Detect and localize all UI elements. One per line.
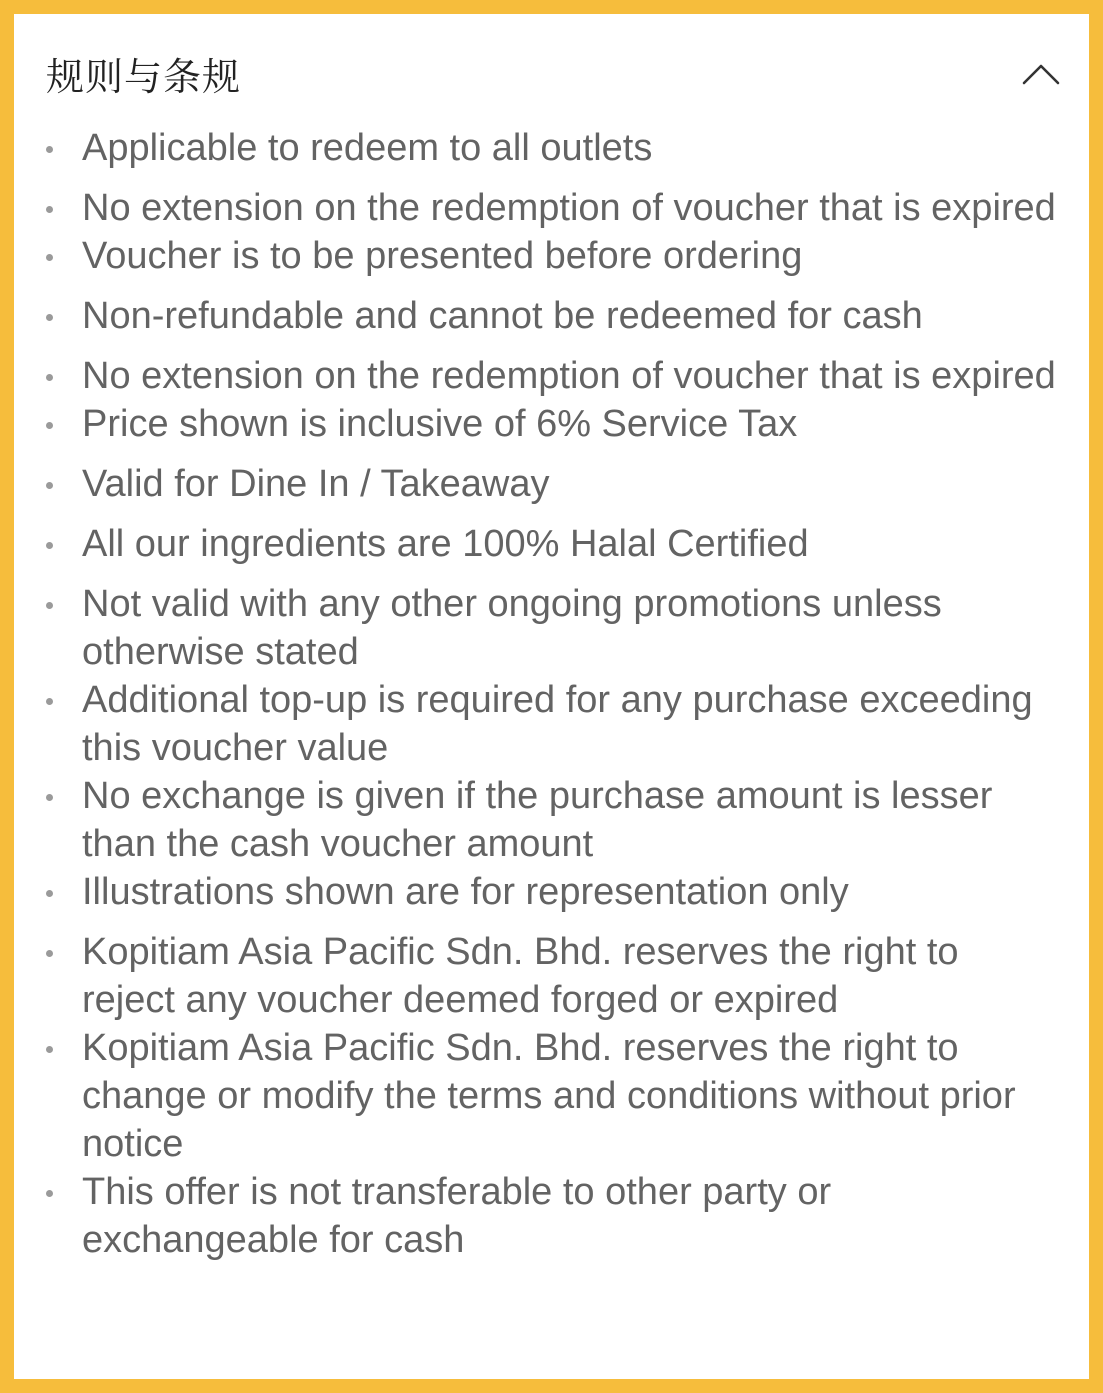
rule-text: No extension on the redemption of voucher that is expired <box>82 355 1056 397</box>
rule-item <box>46 1024 1056 1168</box>
bullet-icon <box>46 950 53 957</box>
rule-item <box>46 292 1056 340</box>
rule-item <box>46 928 1056 1024</box>
bullet-icon <box>46 254 53 261</box>
rule-item <box>46 1168 1056 1264</box>
bullet-icon <box>46 146 53 153</box>
rule-item <box>46 520 1056 568</box>
bullet-icon <box>46 206 53 213</box>
rule-text: Price shown is inclusive of 6% Service Tax <box>82 403 798 445</box>
bullet-icon <box>46 542 53 549</box>
rule-text: Kopitiam Asia Pacific Sdn. Bhd. reserves the right to change or modify the terms and conditions without prior notice <box>82 1027 1016 1165</box>
rule-text: Not valid with any other ongoing promotions unless otherwise stated <box>82 583 942 673</box>
rules-list <box>46 124 1056 1264</box>
bullet-icon <box>46 374 53 381</box>
rule-text: This offer is not transferable to other party or exchangeable for cash <box>82 1171 832 1261</box>
bullet-icon <box>46 602 53 609</box>
rule-text: No extension on the redemption of voucher that is expired <box>82 187 1056 229</box>
rule-item <box>46 868 1056 916</box>
rule-text: Applicable to redeem to all outlets <box>82 127 653 169</box>
rule-item <box>46 184 1056 232</box>
bullet-icon <box>46 890 53 897</box>
rule-item <box>46 232 1056 280</box>
rule-item <box>46 772 1056 868</box>
section-title: 规则与条规 <box>46 55 242 99</box>
rule-item <box>46 580 1056 676</box>
rule-item <box>46 676 1056 772</box>
bullet-icon <box>46 314 53 321</box>
bullet-icon <box>46 1190 53 1197</box>
rule-text: Additional top-up is required for any purchase exceeding this voucher value <box>82 679 1033 769</box>
terms-header[interactable] <box>46 14 1089 124</box>
rule-text: Kopitiam Asia Pacific Sdn. Bhd. reserves the right to reject any voucher deemed forged or expired <box>82 931 959 1021</box>
rule-text: Illustrations shown are for representation only <box>82 871 849 913</box>
chevron-up-icon <box>1022 63 1060 85</box>
bullet-icon <box>46 698 53 705</box>
bullet-icon <box>46 422 53 429</box>
rule-text: No exchange is given if the purchase amount is lesser than the cash voucher amount <box>82 775 993 865</box>
bullet-icon <box>46 1046 53 1053</box>
rule-text: Valid for Dine In / Takeaway <box>82 463 550 505</box>
collapse-button[interactable] <box>1019 54 1063 94</box>
rule-item <box>46 352 1056 400</box>
bullet-icon <box>46 482 53 489</box>
rule-text: All our ingredients are 100% Halal Certified <box>82 523 809 565</box>
rule-text: Voucher is to be presented before ordering <box>82 235 803 277</box>
terms-panel <box>14 14 1089 1379</box>
bullet-icon <box>46 794 53 801</box>
rule-item <box>46 124 1056 172</box>
rule-item <box>46 460 1056 508</box>
rule-item <box>46 400 1056 448</box>
rule-text: Non-refundable and cannot be redeemed for cash <box>82 295 923 337</box>
